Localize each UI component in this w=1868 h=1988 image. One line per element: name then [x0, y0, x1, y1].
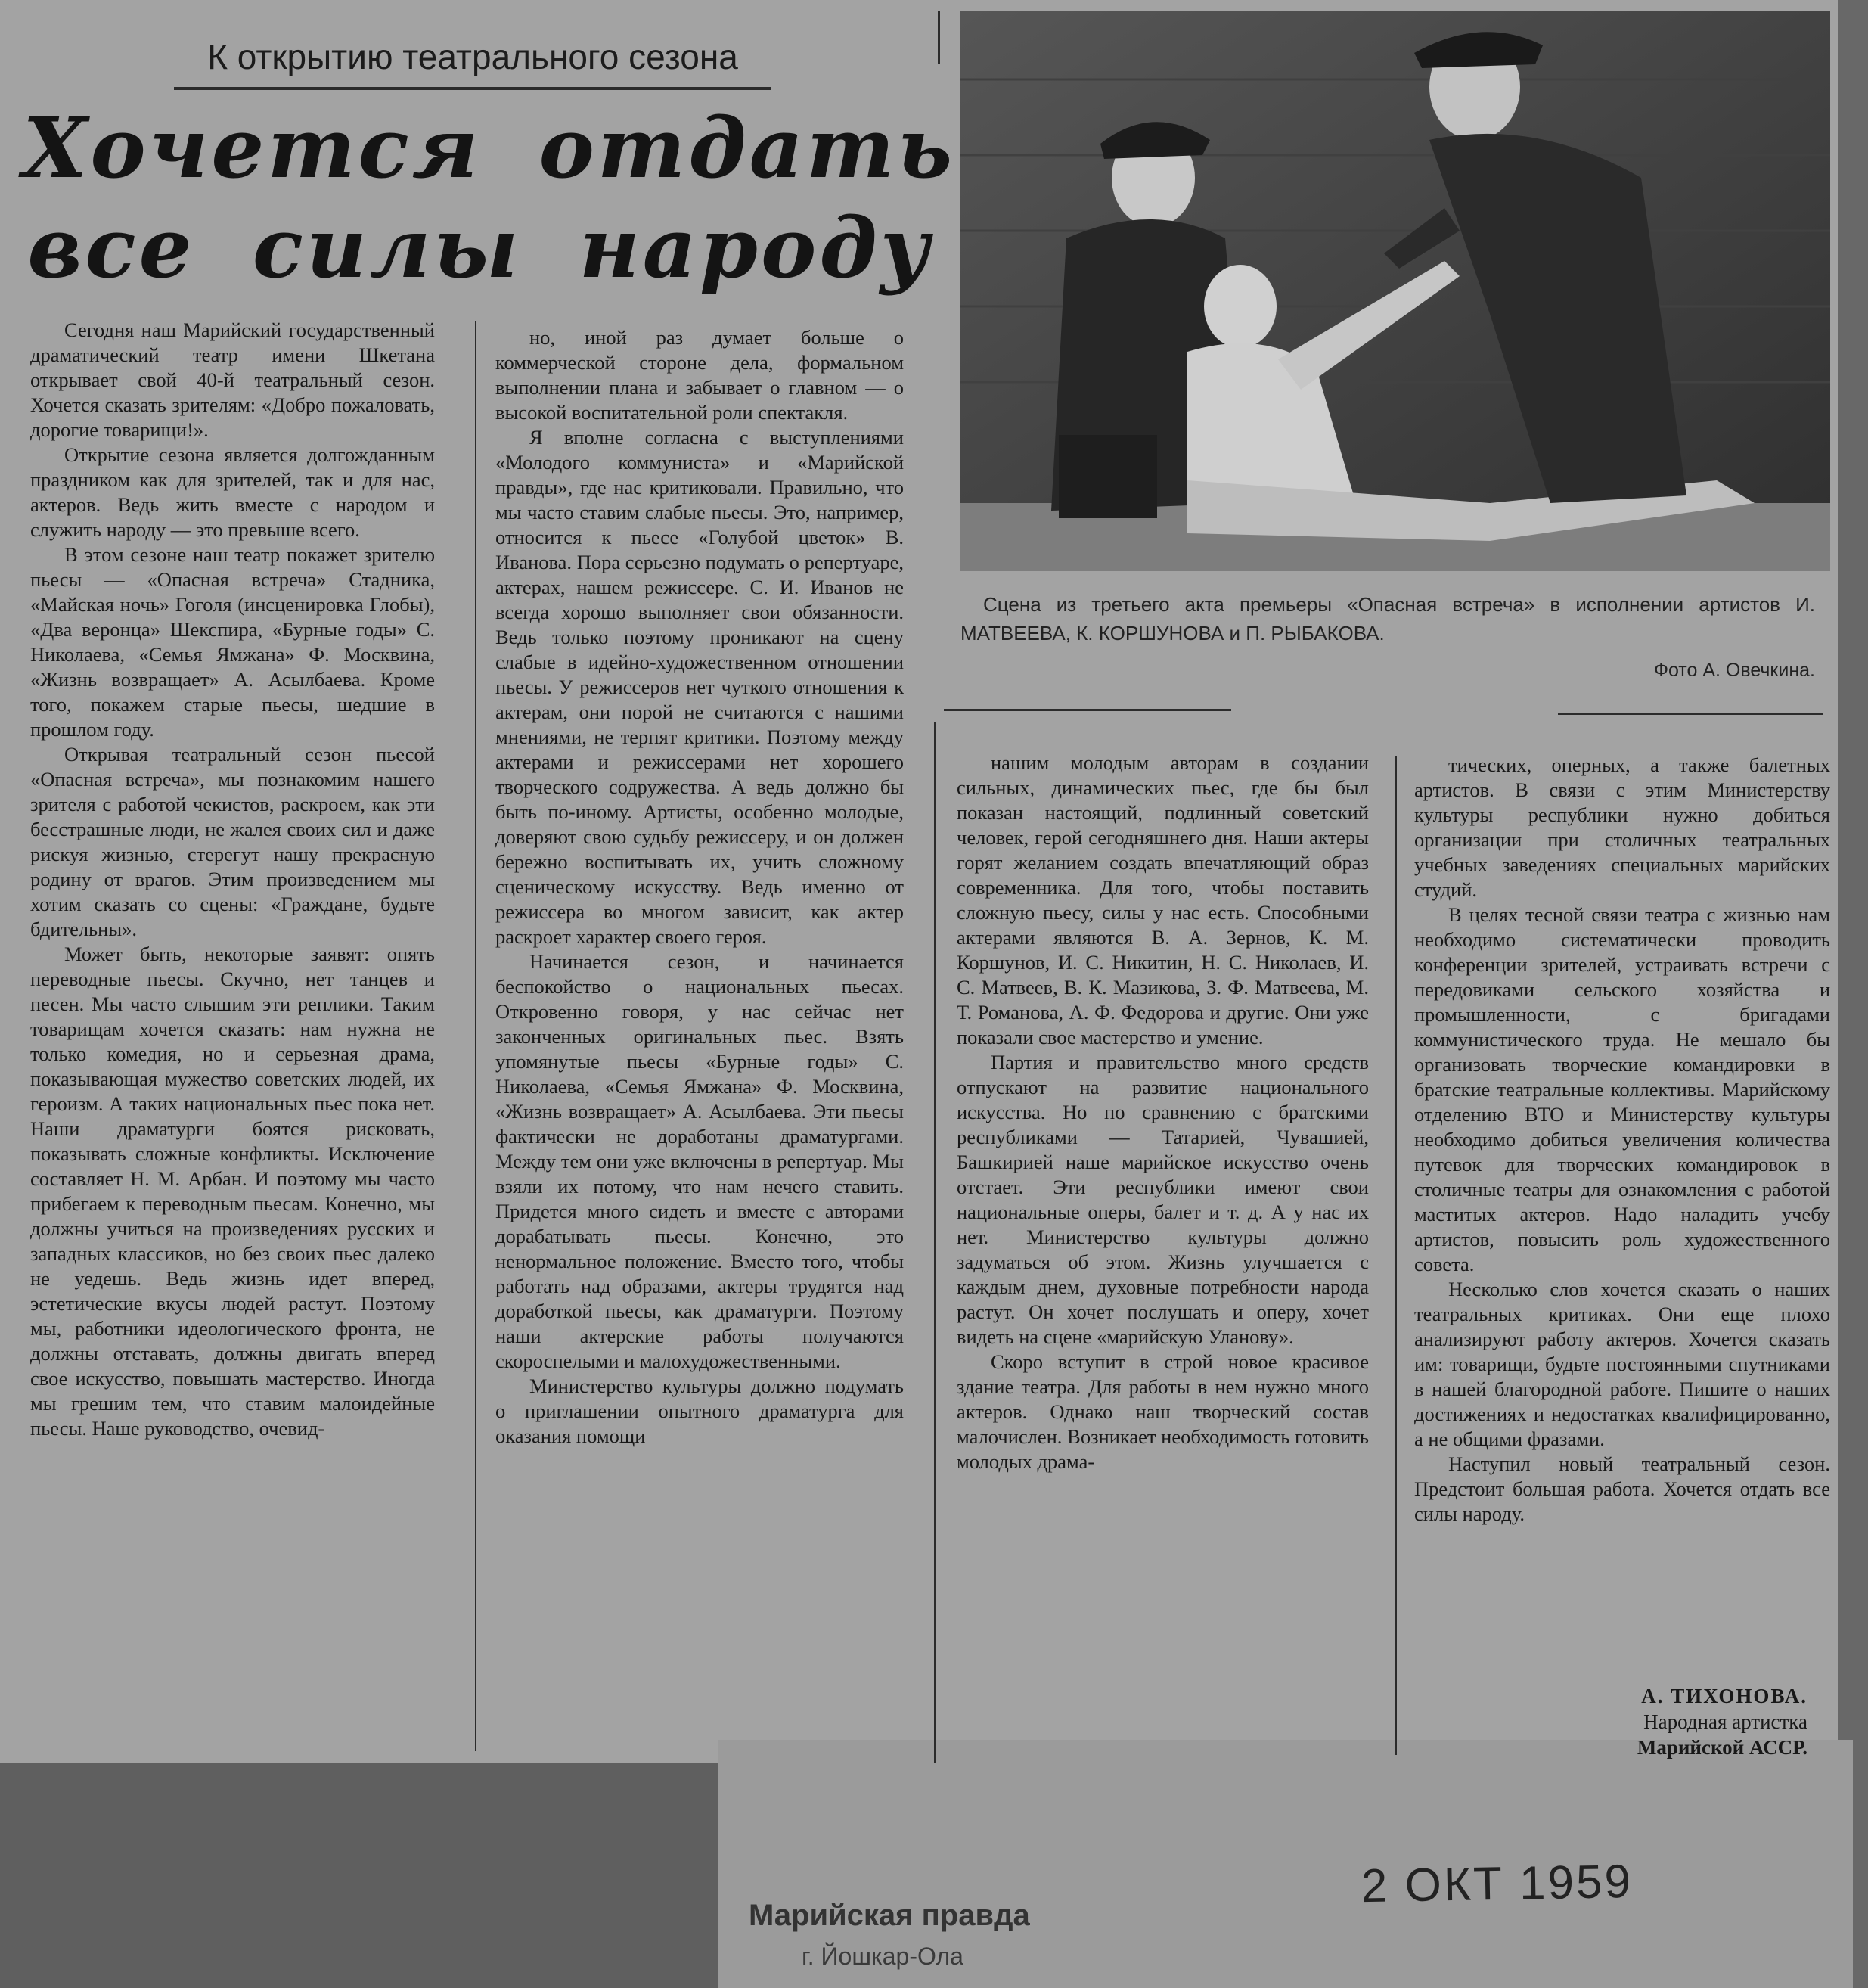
- headline-line-1: Хочется отдать: [23, 99, 956, 197]
- paragraph: Министерство культуры должно подумать о приглашении опытного драматурга для оказания помощи: [495, 1375, 904, 1447]
- column-rule: [938, 11, 940, 64]
- author-org: Марийской АССР.: [1637, 1736, 1807, 1759]
- column-rule: [1395, 756, 1397, 1755]
- stamp-newspaper: Марийская правда: [749, 1899, 1030, 1932]
- photo-credit: Фото А. Овечкина.: [1653, 660, 1815, 681]
- paragraph: В целях тесной связи театра с жизнью нам необходимо систематически проводить конференции зрителей, устраивать встречи с передовиками сельского хозяйства и промышленности, с бригадами коммунистического труда. Не мешало бы организовать творческие командировки в братские театральные коллективы. Марийскому отделению ВТО и Министерству культуры необходимо добиться увеличения количества путевок для творческих командировок в столичные театры для ознакомления с работой маститых актеров. Надо наладить учебу артистов, повысить роль художественного совета.: [1414, 903, 1830, 1275]
- paragraph: Скоро вступит в строй новое красивое здание театра. Для работы в нем нужно много актеров. Однако наш творческий состав малочислен. Возникает необходимость готовить молодых драма-: [957, 1350, 1369, 1473]
- separator-left: [944, 709, 1231, 711]
- paragraph: Партия и правительство много средств отпускают на развитие национального искусства. Но по сравнению с братскими республиками — Татарией, Чувашией, Башкирией наше марийское искусство очень отстает. Эти республики имеют свои национальные оперы, балет и т. д. А у нас их нет. Министерство культуры должно задуматься об этом. Жизнь улучшается с каждым днем, духовные потребности народа растут. Он хочет послушать и оперу, хочет видеть на сцене «марийскую Уланову».: [957, 1051, 1369, 1348]
- paragraph: Открывая театральный сезон пьесой «Опасная встреча», мы познакомим нашего зрителя с работой чекистов, раскроем, как эти бесстрашные люди, не жалея своих сил и даже рискуя жизнью, стерегут нашу прекрасную родину от врагов. Этим произведением мы хотим сказать со сцены: «Граждане, будьте бдительны».: [30, 743, 435, 940]
- paragraph: но, иной раз думает больше о коммерческой стороне дела, формальном выполнении плана и забывает о главном — о высокой воспитательной роли спектакля.: [495, 326, 904, 424]
- paragraph: Наступил новый театральный сезон. Предстоит большая работа. Хочется отдать все силы народу.: [1414, 1452, 1830, 1525]
- paragraph: Я вполне согласна с выступлениями «Молодого коммуниста» и «Марийской правды», где нас критиковали. Правильно, что мы часто ставим слабые пьесы. Это, например, относится к пьесе «Голубой цветок» В. Иванова. Пора серьезно подумать о репертуаре, актерах, нашем режиссере. С. И. Иванов не всегда хорошо выполняет свои обязанности. Ведь только поэтому проникают на сцену слабые в идейно-художественном отношении пьесы. У режиссеров нет чуткого отношения к актерам, они порой не считаются с нашими мнениями, не терпят критики. Поэтому между актерами и режиссерами нет хорошего творческого содружества. А ведь должно бы быть по-иному. Артисты, особенно молодые, доверяют свою судьбу режиссеру, и он должен бережно воспитывать их, учить сложному сценическому искусству. Ведь именно от режиссера во многом зависит, как актер раскроет характер своего героя.: [495, 426, 904, 948]
- article-column-4: [1414, 753, 1830, 1679]
- stamp-city: г. Йошкар-Ола: [802, 1943, 963, 1970]
- column-rule: [934, 722, 936, 1763]
- article-photo: [960, 11, 1830, 571]
- paragraph: тических, оперных, а также балетных артистов. В связи с этим Министерству культуры республики нужно добиться организации при столичных театральных учебных заведениях специальных марийских студий.: [1414, 753, 1830, 901]
- photo-caption: Сцена из третьего акта премьеры «Опасная встреча» в исполнении артистов И. МАТВЕЕВА, К. КОРШУНОВА и П. РЫБАКОВА.: [960, 593, 1815, 645]
- article-column-3: [957, 750, 1369, 1757]
- paragraph: Может быть, некоторые заявят: опять переводные пьесы. Скучно, нет танцев и песен. Мы часто слышим эти реплики. Таким товарищам хочется сказать: нам нужна не только комедия, но и серьезная драма, показывающая мужество советских людей, их героизм. А таких национальных пьес пока нет. Наши драматурги боятся рисковать, показывать сложные конфликты. Исключение составляет Н. М. Арбан. И поэтому мы часто прибегаем к переводным пьесам. Конечно, мы должны учиться на произведениях русских и западных классиков, но без своих пьес далеко не уедешь. Ведь жизнь идет вперед, эстетические вкусы людей растут. Поэтому мы, работники идеологического фронта, не должны отставать, должны двигать вперед свое искусство, повышать мастерство. Иногда мы грешим тем, что ставим малоидейные пьесы. Наше руководство, очевид-: [30, 943, 435, 1440]
- author-name: А. ТИХОНОВА.: [1641, 1685, 1807, 1707]
- paragraph: нашим молодым авторам в создании сильных, динамических пьес, где бы был показан настоящий, подлинный советский человек, герой сегодняшнего дня. Наши актеры горят желанием создать впечатляющий образ современника. Для того, чтобы поставить сложную пьесу, силы у нас есть. Способными актерами являются В. А. Зернов, К. М. Коршунов, И. С. Никитин, Н. С. Николаев, И. С. Матвеев, В. К. Мазикова, З. Ф. Матвеева, М. Т. Романова, А. Ф. Федорова и другие. Они уже показали свое мастерство и умение.: [957, 751, 1369, 1048]
- separator-right: [1558, 713, 1823, 715]
- headline-line-2: все силы народу: [27, 199, 933, 297]
- paragraph: Начинается сезон, и начинается беспокойство о национальных пьесах. Откровенно говоря, у нас сейчас нет законченных оригинальных пьес. Взять упомянутые пьесы «Бурные годы» С. Николаева, «Семья Ямжана» Ф. Москвина, «Жизнь возвращает» А. Асылбаева. Эти пьесы фактически не доработаны драматургами. Между тем они уже включены в репертуар. Мы взяли их потому, что нам нечего ставить. Придется много сидеть и вместе с авторами дорабатывать пьесы. Конечно, это ненормальное положение. Вместо того, чтобы работать над образами, актеры трудятся над доработкой пьесы, как драматурги. Поэтому наши актерские работы получаются скороспелыми и малохудожественными.: [495, 950, 904, 1372]
- author-title: Народная артистка: [1643, 1710, 1807, 1733]
- paragraph: В этом сезоне наш театр покажет зрителю пьесы — «Опасная встреча» Стадника, «Майская ночь» Гоголя (инсценировка Глобы), «Два веронца» Шекспира, «Бурные годы» С. Николаева, «Семья Ямжана» Ф. Москвина, «Жизнь возвращает» А. Асылбаева. Кроме того, покажем старые пьесы, шедшие в прошлом году.: [30, 543, 435, 741]
- rubric-text: К открытию театрального сезона: [207, 37, 738, 76]
- rubric: [174, 26, 771, 90]
- author-signature: [1399, 1683, 1807, 1766]
- stamp-date: 2 ОКТ 1959: [1361, 1855, 1634, 1913]
- paragraph: Несколько слов хочется сказать о наших театральных критиках. Они еще плохо анализируют работу актеров. Хочется сказать им: товарищи, будьте постоянными спутниками в нашей благородной работе. Пишите о наших достижениях и недостатках квалифицированно, а не общими фразами.: [1414, 1278, 1830, 1450]
- paragraph: Сегодня наш Марийский государственный драматический театр имени Шкетана открывает свой 40-й театральный сезон. Хочется сказать зрителям: «Добро пожаловать, дорогие товарищи!».: [30, 318, 435, 441]
- article-column-1: [30, 318, 435, 1740]
- headline: [23, 98, 956, 303]
- photo-scene: [960, 11, 1830, 571]
- paragraph: Открытие сезона является долгожданным праздником как для зрителей, так и для нас, актеров. Ведь жить вместе с народом и служить народу — это превыше всего.: [30, 443, 435, 541]
- column-rule: [475, 321, 476, 1751]
- article-column-2: [495, 325, 904, 1747]
